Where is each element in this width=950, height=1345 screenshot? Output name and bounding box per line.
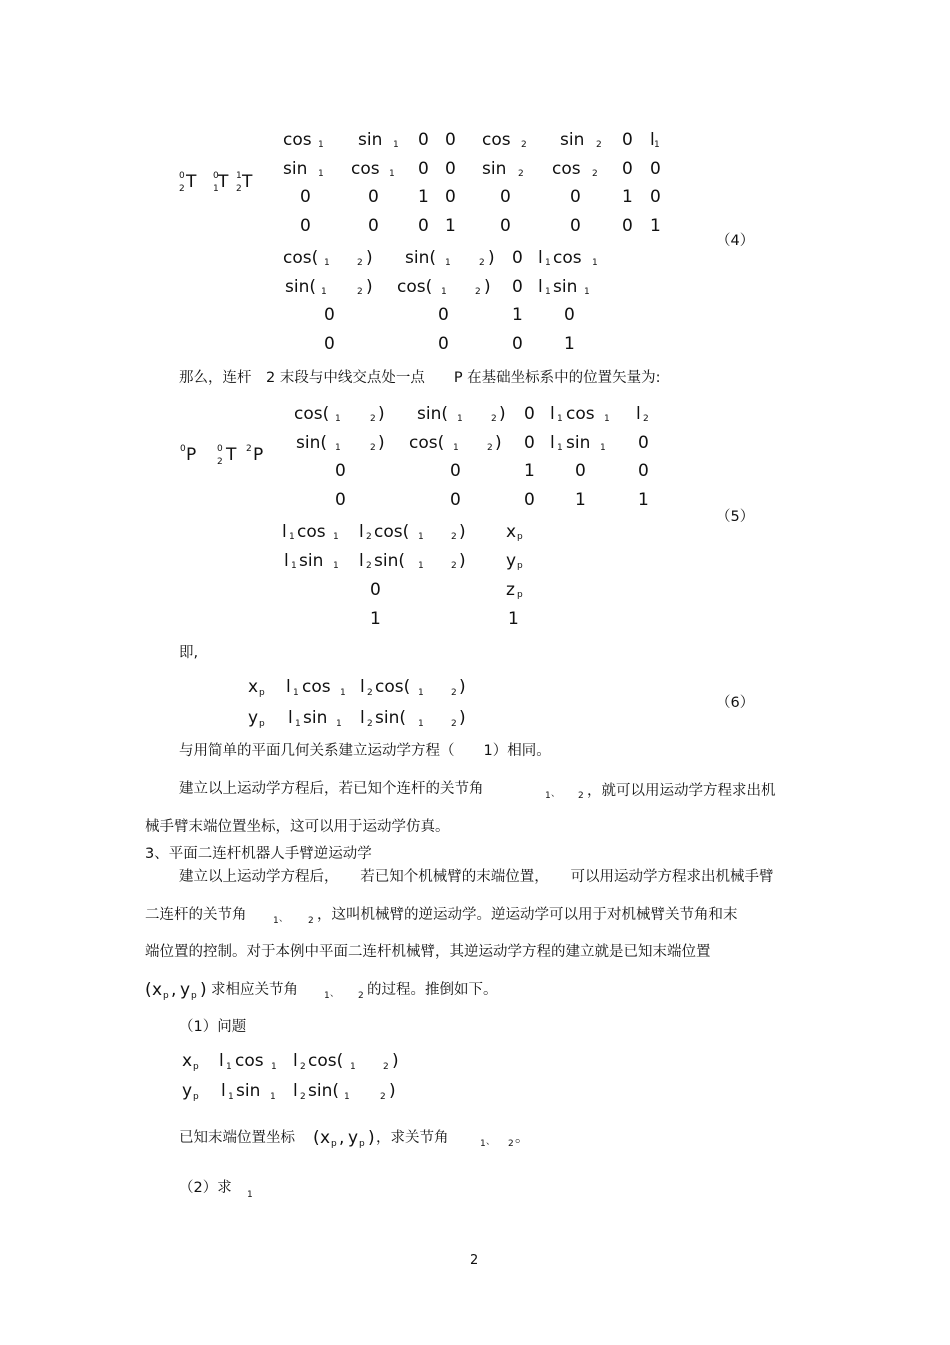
eq-term: sin( xyxy=(308,1081,339,1101)
eq-term: sin xyxy=(303,708,328,728)
sub: 2 xyxy=(300,1092,306,1102)
sub: 2 xyxy=(578,791,584,801)
matrix-cell: 0 xyxy=(368,187,379,207)
matrix-cell: sin xyxy=(560,130,585,150)
sub: 1 xyxy=(600,443,606,453)
sub: 2 xyxy=(300,1062,306,1072)
matrix-cell: sin xyxy=(358,130,383,150)
paragraph: 二连杆的关节角 xyxy=(145,907,247,923)
subheading: （2）求 xyxy=(179,1180,232,1196)
coord-y: y xyxy=(180,980,191,1000)
paren: ) xyxy=(459,677,466,697)
matrix-cell: l xyxy=(636,404,641,424)
equation-number: （5） xyxy=(716,509,755,525)
sub: 2 xyxy=(179,184,185,194)
matrix-cell: 0 xyxy=(324,334,335,354)
label-ji: 即, xyxy=(179,645,199,661)
coord-x: x xyxy=(320,1128,331,1148)
matrix-cell: 0 xyxy=(445,187,456,207)
matrix-cell: 0 xyxy=(524,404,535,424)
matrix-cell: 0 xyxy=(438,305,449,325)
eq-term: sin( xyxy=(375,708,406,728)
paren: ) xyxy=(378,433,385,453)
coord-x: x xyxy=(152,980,163,1000)
eq-term: l xyxy=(288,708,293,728)
matrix-cell: sin xyxy=(283,159,308,179)
matrix-cell: 0 xyxy=(564,305,575,325)
matrix-cell: 0 xyxy=(500,216,511,236)
matrix-cell: 0 xyxy=(445,130,456,150)
sub: 2 xyxy=(521,140,527,150)
matrix-cell: 0 xyxy=(512,277,523,297)
sub: 1 xyxy=(418,719,424,729)
sub: p xyxy=(191,991,197,1001)
paragraph: 。 xyxy=(515,1130,530,1146)
matrix-cell: cos( xyxy=(374,522,410,542)
matrix-cell: 0 xyxy=(622,159,633,179)
sub: 2 xyxy=(487,443,493,453)
paren: ) xyxy=(389,1081,396,1101)
matrix-cell: 0 xyxy=(524,490,535,510)
sub: 1 xyxy=(344,1092,350,1102)
eq-term: l xyxy=(360,708,365,728)
matrix-cell: sin xyxy=(553,277,578,297)
sub: 1 xyxy=(226,1062,232,1072)
sup: 0 xyxy=(217,444,223,454)
sub: p xyxy=(193,1092,199,1102)
matrix-cell: sin( xyxy=(374,551,405,571)
sub: 1 xyxy=(247,1190,253,1200)
matrix-cell: 1 xyxy=(650,216,661,236)
paren: ) xyxy=(459,551,466,571)
sub: 1 xyxy=(350,1062,356,1072)
paren: ) xyxy=(499,404,506,424)
sub: 2 xyxy=(475,287,481,297)
matrix-cell: 0 xyxy=(300,216,311,236)
paren: ) xyxy=(366,277,373,297)
matrix-cell: 0 xyxy=(570,187,581,207)
eq-term: cos xyxy=(235,1051,264,1071)
matrix-cell: 0 xyxy=(438,334,449,354)
sub: 1 xyxy=(289,532,295,542)
matrix-cell: 1 xyxy=(524,461,535,481)
matrix-cell: 0 xyxy=(445,159,456,179)
symbol-T: T xyxy=(218,172,229,192)
matrix-cell: l xyxy=(282,522,287,542)
sep: 、 xyxy=(486,1137,496,1147)
eq-term: cos( xyxy=(375,677,411,697)
sub: p xyxy=(517,561,523,571)
sub: 1 xyxy=(321,287,327,297)
sep: 、 xyxy=(551,789,561,799)
matrix-cell: 0 xyxy=(512,334,523,354)
matrix-cell: y xyxy=(506,551,517,571)
sub: 2 xyxy=(518,169,524,179)
paragraph: 端位置的控制。对于本例中平面二连杆机械臂，其逆运动学方程的建立就是已知末端位置 xyxy=(145,944,711,960)
matrix-cell: x xyxy=(506,522,517,542)
sub: p xyxy=(517,590,523,600)
sub: 1 xyxy=(324,991,330,1001)
equation-number: （6） xyxy=(716,695,755,711)
sub: p xyxy=(259,719,265,729)
sub: 1 xyxy=(336,719,342,729)
matrix-cell: 0 xyxy=(450,490,461,510)
matrix-cell: sin( xyxy=(417,404,448,424)
sub: 1 xyxy=(441,287,447,297)
sup: 0 xyxy=(179,171,185,181)
matrix-cell: cos( xyxy=(409,433,445,453)
sub: 1 xyxy=(293,688,299,698)
matrix-cell: 0 xyxy=(368,216,379,236)
sub: 1 xyxy=(389,169,395,179)
sub: p xyxy=(359,1139,365,1149)
matrix-cell: sin( xyxy=(296,433,327,453)
matrix-cell: 0 xyxy=(512,248,523,268)
sub: 2 xyxy=(358,991,364,1001)
paren: ) xyxy=(200,980,207,1000)
sub: 1 xyxy=(418,532,424,542)
sub: 1 xyxy=(335,443,341,453)
matrix-cell: l xyxy=(650,130,655,150)
matrix-cell: 0 xyxy=(524,433,535,453)
page-number: 2 xyxy=(470,1253,479,1268)
paren: ) xyxy=(488,248,495,268)
comma: , xyxy=(339,1128,345,1148)
sub: 2 xyxy=(451,561,457,571)
matrix-cell: cos xyxy=(351,159,380,179)
sub: 1 xyxy=(584,287,590,297)
matrix-cell: l xyxy=(359,551,364,571)
matrix-cell: 0 xyxy=(638,461,649,481)
matrix-cell: 1 xyxy=(370,609,381,629)
sub: p xyxy=(163,991,169,1001)
matrix-cell: l xyxy=(284,551,289,571)
sub: 2 xyxy=(370,443,376,453)
matrix-cell: l xyxy=(359,522,364,542)
paragraph: 的过程。推倒如下。 xyxy=(367,982,498,998)
sub: 1 xyxy=(480,1139,486,1149)
matrix-cell: cos xyxy=(566,404,595,424)
paragraph: 械手臂末端位置坐标，这可以用于运动学仿真。 xyxy=(145,819,450,835)
matrix-cell: 0 xyxy=(335,461,346,481)
sub: 1 xyxy=(654,140,660,150)
sub: 2 xyxy=(217,457,223,467)
eq-term: cos( xyxy=(308,1051,344,1071)
matrix-cell: 0 xyxy=(450,461,461,481)
sub: 2 xyxy=(367,719,373,729)
sub: 1 xyxy=(228,1092,234,1102)
matrix-cell: 0 xyxy=(418,159,429,179)
sub: 1 xyxy=(213,184,219,194)
matrix-cell: 0 xyxy=(638,433,649,453)
matrix-cell: cos xyxy=(283,130,312,150)
eq-term: x xyxy=(248,677,259,697)
symbol-P: P xyxy=(186,445,197,465)
paragraph: ，求关节角 xyxy=(376,1130,449,1146)
matrix-cell: l xyxy=(538,277,543,297)
paragraph: 与用简单的平面几何关系建立运动学方程（ 1）相同。 xyxy=(179,743,551,759)
sub: 1 xyxy=(318,169,324,179)
matrix-cell: 0 xyxy=(418,130,429,150)
matrix-cell: cos xyxy=(482,130,511,150)
matrix-cell: cos( xyxy=(397,277,433,297)
matrix-cell: sin( xyxy=(405,248,436,268)
sep: 、 xyxy=(279,914,289,924)
matrix-cell: 1 xyxy=(575,490,586,510)
paragraph: 求相应关节角 xyxy=(211,982,298,998)
eq-term: l xyxy=(293,1081,298,1101)
matrix-cell: 0 xyxy=(335,490,346,510)
eq-term: y xyxy=(248,708,259,728)
sup: 0 xyxy=(180,444,186,454)
eq-term: sin xyxy=(236,1081,261,1101)
matrix-cell: cos( xyxy=(294,404,330,424)
paragraph: ，这叫机械臂的逆运动学。逆运动学可以用于对机械臂关节角和末 xyxy=(317,907,738,923)
paragraph: ，就可以用运动学方程求出机 xyxy=(587,783,776,799)
sub: 1 xyxy=(340,688,346,698)
sub: 2 xyxy=(491,414,497,424)
sub: 2 xyxy=(479,258,485,268)
sub: 1 xyxy=(335,414,341,424)
section-heading: 3、平面二连杆机器人手臂逆运动学 xyxy=(145,846,372,862)
sub: 2 xyxy=(367,688,373,698)
sub: 2 xyxy=(357,258,363,268)
matrix-cell: 1 xyxy=(638,490,649,510)
matrix-cell: 1 xyxy=(508,609,519,629)
sub: p xyxy=(193,1062,199,1072)
paren: ) xyxy=(378,404,385,424)
matrix-cell: 0 xyxy=(650,187,661,207)
matrix-cell: 0 xyxy=(370,580,381,600)
sup: 2 xyxy=(246,444,252,454)
matrix-cell: 0 xyxy=(575,461,586,481)
matrix-cell: 1 xyxy=(512,305,523,325)
eq-term: l xyxy=(286,677,291,697)
matrix-cell: cos xyxy=(552,159,581,179)
matrix-cell: 0 xyxy=(622,130,633,150)
sub: 1 xyxy=(270,1092,276,1102)
paren: ) xyxy=(459,708,466,728)
symbol-P: P xyxy=(253,445,264,465)
sub: 2 xyxy=(370,414,376,424)
matrix-cell: 1 xyxy=(445,216,456,236)
sub: 2 xyxy=(643,414,649,424)
sub: 2 xyxy=(383,1062,389,1072)
matrix-cell: 0 xyxy=(650,159,661,179)
paragraph: 建立以上运动学方程后，若已知个连杆的关节角 xyxy=(179,781,484,797)
eq-term: l xyxy=(360,677,365,697)
matrix-cell: 0 xyxy=(324,305,335,325)
eq-term: x xyxy=(182,1051,193,1071)
sub: 1 xyxy=(393,140,399,150)
sub: 1 xyxy=(324,258,330,268)
matrix-cell: sin xyxy=(482,159,507,179)
matrix-cell: sin xyxy=(566,433,591,453)
sub: 2 xyxy=(451,688,457,698)
sub: 1 xyxy=(457,414,463,424)
sub: 1 xyxy=(271,1062,277,1072)
sep: 、 xyxy=(330,989,340,999)
matrix-cell: l xyxy=(550,404,555,424)
matrix-cell: 1 xyxy=(418,187,429,207)
sub: 2 xyxy=(592,169,598,179)
subheading: （1）问题 xyxy=(179,1019,247,1035)
paren: ) xyxy=(495,433,502,453)
sub: 1 xyxy=(418,561,424,571)
matrix-cell: l xyxy=(550,433,555,453)
matrix-cell: 1 xyxy=(622,187,633,207)
matrix-cell: 1 xyxy=(564,334,575,354)
matrix-cell: sin xyxy=(299,551,324,571)
sub: 1 xyxy=(418,688,424,698)
sup: 1 xyxy=(236,171,242,181)
eq-term: cos xyxy=(302,677,331,697)
paragraph: 那么，连杆 2 末段与中线交点处一点 P 在基础坐标系中的位置矢量为: xyxy=(179,370,661,386)
sub: 2 xyxy=(366,532,372,542)
matrix-cell: 0 xyxy=(622,216,633,236)
paragraph: 建立以上运动学方程后， 若已知个机械臂的末端位置， 可以用运动学方程求出机械手臂 xyxy=(179,869,774,885)
equation-number: （4） xyxy=(716,233,755,249)
matrix-cell: z xyxy=(506,580,515,600)
matrix-cell: sin( xyxy=(285,277,316,297)
paren: ( xyxy=(145,980,152,1000)
sub: p xyxy=(331,1139,337,1149)
matrix-cell: cos xyxy=(297,522,326,542)
sub: 1 xyxy=(545,258,551,268)
sub: 1 xyxy=(333,532,339,542)
eq-term: y xyxy=(182,1081,193,1101)
matrix-cell: cos xyxy=(553,248,582,268)
sub: 2 xyxy=(308,916,314,926)
sub: 1 xyxy=(291,561,297,571)
sup: 0 xyxy=(213,171,219,181)
paren: ) xyxy=(392,1051,399,1071)
matrix-cell: 0 xyxy=(500,187,511,207)
sub: 1 xyxy=(604,414,610,424)
sub: 1 xyxy=(557,414,563,424)
sub: p xyxy=(259,688,265,698)
paren: ) xyxy=(366,248,373,268)
symbol-T: T xyxy=(242,172,253,192)
eq-term: l xyxy=(293,1051,298,1071)
sub: 1 xyxy=(318,140,324,150)
symbol-T: T xyxy=(226,445,237,465)
sub: 1 xyxy=(273,916,279,926)
sub: 2 xyxy=(596,140,602,150)
paren: ) xyxy=(459,522,466,542)
sub: p xyxy=(517,532,523,542)
comma: , xyxy=(171,980,177,1000)
sub: 1 xyxy=(545,287,551,297)
sub: 2 xyxy=(451,719,457,729)
coord-y: y xyxy=(348,1128,359,1148)
eq-term: l xyxy=(219,1051,224,1071)
sub: 2 xyxy=(357,287,363,297)
matrix-cell: 0 xyxy=(418,216,429,236)
matrix-cell: 0 xyxy=(300,187,311,207)
eq-term: l xyxy=(221,1081,226,1101)
sub: 1 xyxy=(333,561,339,571)
sub: 1 xyxy=(445,258,451,268)
sub: 2 xyxy=(380,1092,386,1102)
paragraph: 已知末端位置坐标 xyxy=(179,1130,295,1146)
sub: 2 xyxy=(508,1139,514,1149)
paren: ) xyxy=(484,277,491,297)
matrix-cell: cos( xyxy=(283,248,319,268)
matrix-cell: l xyxy=(538,248,543,268)
sub: 1 xyxy=(545,791,551,801)
matrix-cell: 0 xyxy=(570,216,581,236)
sub: 2 xyxy=(451,532,457,542)
sub: 1 xyxy=(295,719,301,729)
sub: 2 xyxy=(366,561,372,571)
sub: 1 xyxy=(592,258,598,268)
sub: 1 xyxy=(557,443,563,453)
paren: ) xyxy=(368,1128,375,1148)
sub: 2 xyxy=(236,184,242,194)
paren: ( xyxy=(313,1128,320,1148)
sub: 1 xyxy=(453,443,459,453)
symbol-T: T xyxy=(186,172,197,192)
